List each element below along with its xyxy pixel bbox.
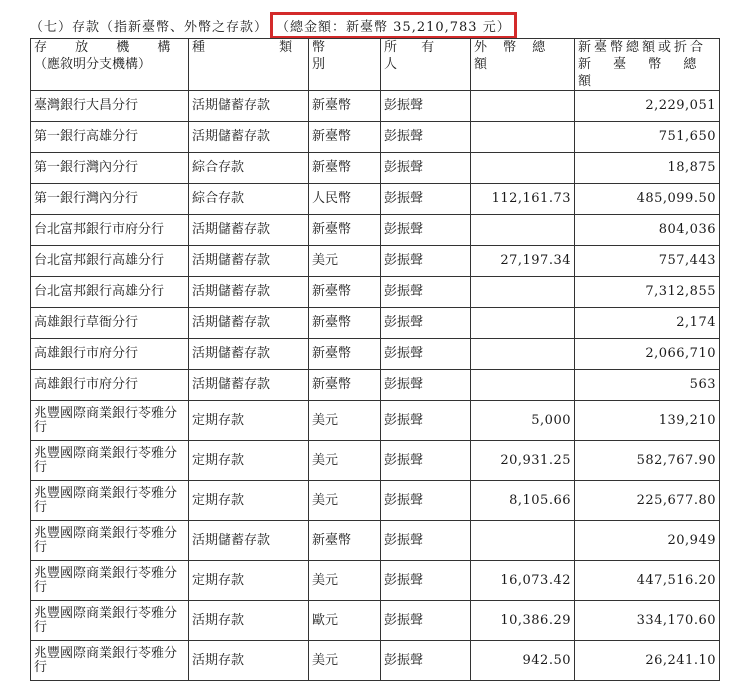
cell-type: 活期儲蓄存款: [189, 215, 309, 246]
cell-bank: 高雄銀行市府分行: [31, 370, 189, 401]
cell-currency: 美元: [309, 641, 381, 681]
cell-foreign-total: 16,073.42: [471, 561, 575, 601]
cell-foreign-total: [471, 370, 575, 401]
table-row: [31, 561, 720, 601]
cell-owner: 彭振聲: [381, 308, 471, 339]
cell-twd-total: 334,170.60: [575, 601, 720, 641]
cell-twd-total: 20,949: [575, 521, 720, 561]
cell-type: 活期存款: [189, 641, 309, 681]
cell-bank: 兆豐國際商業銀行苓雅分行: [31, 441, 189, 481]
cell-bank: 兆豐國際商業銀行苓雅分行: [31, 521, 189, 561]
cell-owner: 彭振聲: [381, 601, 471, 641]
cell-owner: 彭振聲: [381, 370, 471, 401]
cell-twd-total: 18,875: [575, 153, 720, 184]
cell-bank: 第一銀行高雄分行: [31, 122, 189, 153]
cell-foreign-total: [471, 153, 575, 184]
cell-foreign-total: 8,105.66: [471, 481, 575, 521]
cell-type: 活期儲蓄存款: [189, 339, 309, 370]
header-bank: [31, 39, 189, 91]
table-row: [31, 401, 720, 441]
cell-twd-total: 7,312,855: [575, 277, 720, 308]
cell-type: 活期儲蓄存款: [189, 91, 309, 122]
cell-currency: 美元: [309, 481, 381, 521]
cell-type: 活期儲蓄存款: [189, 370, 309, 401]
table-row: [31, 215, 720, 246]
cell-type: 綜合存款: [189, 184, 309, 215]
table-row: [31, 601, 720, 641]
cell-currency: 美元: [309, 401, 381, 441]
table-row: [31, 339, 720, 370]
cell-foreign-total: 20,931.25: [471, 441, 575, 481]
cell-owner: 彭振聲: [381, 561, 471, 601]
cell-currency: 新臺幣: [309, 122, 381, 153]
cell-currency: 美元: [309, 246, 381, 277]
cell-foreign-total: 942.50: [471, 641, 575, 681]
cell-foreign-total: 10,386.29: [471, 601, 575, 641]
cell-bank: 兆豐國際商業銀行苓雅分行: [31, 601, 189, 641]
cell-bank: 兆豐國際商業銀行苓雅分行: [31, 481, 189, 521]
cell-type: 活期存款: [189, 601, 309, 641]
cell-owner: 彭振聲: [381, 277, 471, 308]
table-row: [31, 122, 720, 153]
cell-twd-total: 225,677.80: [575, 481, 720, 521]
cell-twd-total: 804,036: [575, 215, 720, 246]
cell-type: 定期存款: [189, 401, 309, 441]
cell-owner: 彭振聲: [381, 215, 471, 246]
cell-twd-total: 582,767.90: [575, 441, 720, 481]
cell-owner: 彭振聲: [381, 401, 471, 441]
cell-currency: 美元: [309, 561, 381, 601]
cell-type: 活期儲蓄存款: [189, 246, 309, 277]
cell-bank: 台北富邦銀行市府分行: [31, 215, 189, 246]
cell-currency: 人民幣: [309, 184, 381, 215]
cell-owner: 彭振聲: [381, 339, 471, 370]
cell-bank: 兆豐國際商業銀行苓雅分行: [31, 561, 189, 601]
cell-owner: 彭振聲: [381, 153, 471, 184]
cell-currency: 新臺幣: [309, 370, 381, 401]
table-row: [31, 246, 720, 277]
cell-twd-total: 751,650: [575, 122, 720, 153]
header-owner: 所 有 人: [381, 39, 471, 91]
cell-owner: 彭振聲: [381, 184, 471, 215]
cell-twd-total: 447,516.20: [575, 561, 720, 601]
cell-currency: 新臺幣: [309, 339, 381, 370]
cell-bank: 第一銀行灣內分行: [31, 184, 189, 215]
cell-twd-total: 26,241.10: [575, 641, 720, 681]
cell-currency: 新臺幣: [309, 521, 381, 561]
cell-foreign-total: [471, 215, 575, 246]
cell-owner: 彭振聲: [381, 246, 471, 277]
cell-type: 綜合存款: [189, 153, 309, 184]
cell-owner: 彭振聲: [381, 91, 471, 122]
cell-foreign-total: 27,197.34: [471, 246, 575, 277]
table-row: [31, 370, 720, 401]
cell-currency: 新臺幣: [309, 153, 381, 184]
cell-bank: 高雄銀行草衙分行: [31, 308, 189, 339]
section-heading: [30, 12, 517, 38]
header-twd-line2: 新 臺 幣 總 額: [578, 57, 697, 89]
cell-twd-total: 139,210: [575, 401, 720, 441]
cell-currency: 新臺幣: [309, 308, 381, 339]
cell-type: 活期儲蓄存款: [189, 277, 309, 308]
table-row: [31, 641, 720, 681]
cell-foreign-total: [471, 122, 575, 153]
cell-owner: 彭振聲: [381, 441, 471, 481]
cell-twd-total: 563: [575, 370, 720, 401]
cell-owner: 彭振聲: [381, 481, 471, 521]
header-twd-line1: 新臺幣總額或折合: [578, 40, 707, 55]
total-amount-highlight: （總金額：新臺幣 35,210,783 元）: [270, 12, 517, 39]
header-bank-line2: （應敘明分支機構）: [34, 57, 152, 72]
cell-bank: 台北富邦銀行高雄分行: [31, 277, 189, 308]
cell-bank: 台北富邦銀行高雄分行: [31, 246, 189, 277]
cell-foreign-total: [471, 308, 575, 339]
table-row: [31, 153, 720, 184]
header-foreign-total: 外 幣 總 額: [471, 39, 575, 91]
cell-foreign-total: [471, 521, 575, 561]
cell-foreign-total: 5,000: [471, 401, 575, 441]
table-row: [31, 277, 720, 308]
cell-owner: 彭振聲: [381, 521, 471, 561]
table-row: [31, 308, 720, 339]
cell-currency: 新臺幣: [309, 215, 381, 246]
cell-foreign-total: [471, 91, 575, 122]
header-type: 種 類: [189, 39, 309, 91]
cell-currency: 新臺幣: [309, 277, 381, 308]
cell-bank: 第一銀行灣內分行: [31, 153, 189, 184]
cell-twd-total: 2,066,710: [575, 339, 720, 370]
table-row: [31, 91, 720, 122]
cell-twd-total: 2,174: [575, 308, 720, 339]
table-row: [31, 441, 720, 481]
deposits-table: [30, 38, 720, 681]
cell-foreign-total: 112,161.73: [471, 184, 575, 215]
cell-type: 定期存款: [189, 481, 309, 521]
cell-foreign-total: [471, 277, 575, 308]
cell-bank: 兆豐國際商業銀行苓雅分行: [31, 401, 189, 441]
header-bank-line1: 存 放 機 構: [34, 40, 183, 55]
cell-foreign-total: [471, 339, 575, 370]
table-row: [31, 521, 720, 561]
table-header-row: [31, 39, 720, 91]
cell-type: 定期存款: [189, 561, 309, 601]
table-row: [31, 481, 720, 521]
cell-owner: 彭振聲: [381, 122, 471, 153]
cell-currency: 美元: [309, 441, 381, 481]
cell-twd-total: 757,443: [575, 246, 720, 277]
cell-twd-total: 485,099.50: [575, 184, 720, 215]
cell-bank: 臺灣銀行大昌分行: [31, 91, 189, 122]
cell-type: 活期儲蓄存款: [189, 122, 309, 153]
cell-type: 定期存款: [189, 441, 309, 481]
cell-type: 活期儲蓄存款: [189, 521, 309, 561]
table-row: [31, 184, 720, 215]
header-currency: 幣 別: [309, 39, 381, 91]
cell-owner: 彭振聲: [381, 641, 471, 681]
cell-type: 活期儲蓄存款: [189, 308, 309, 339]
cell-currency: 新臺幣: [309, 91, 381, 122]
header-twd-total: [575, 39, 720, 91]
cell-twd-total: 2,229,051: [575, 91, 720, 122]
section-title: （七）存款（指新臺幣、外幣之存款）: [30, 19, 269, 35]
cell-currency: 歐元: [309, 601, 381, 641]
cell-bank: 兆豐國際商業銀行苓雅分行: [31, 641, 189, 681]
cell-bank: 高雄銀行市府分行: [31, 339, 189, 370]
